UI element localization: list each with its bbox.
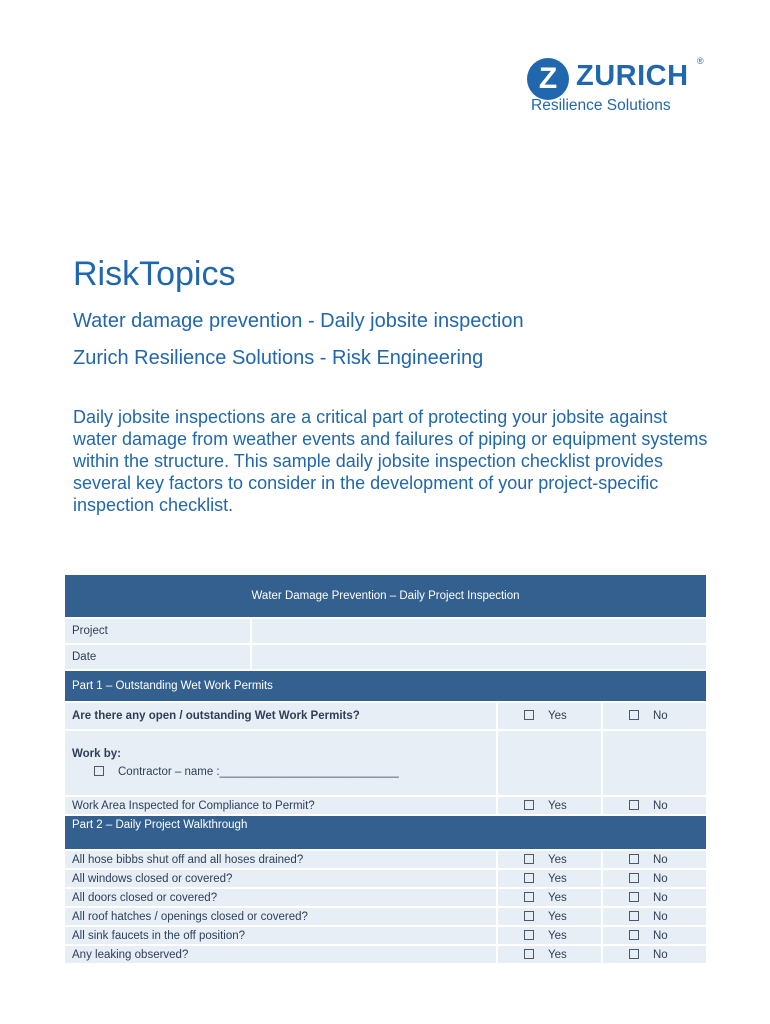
date-input-cell[interactable]: [251, 644, 707, 670]
work-area-question: Work Area Inspected for Compliance to Permit?: [64, 796, 497, 815]
yes-label: Yes: [548, 891, 567, 904]
work-by-empty-no: [602, 730, 707, 796]
no-label: No: [653, 891, 668, 904]
walkthrough-question: All hose bibbs shut off and all hoses drained?: [64, 850, 497, 869]
document-department: Zurich Resilience Solutions - Risk Engineering: [73, 347, 484, 369]
part2-title: Part 2 – Daily Project Walkthrough: [64, 815, 707, 850]
date-label: Date: [64, 644, 251, 670]
walkthrough-question: All windows closed or covered?: [64, 869, 497, 888]
yes-label: Yes: [548, 910, 567, 923]
work-by-empty-yes: [497, 730, 602, 796]
zurich-wordmark: ZURICH: [576, 60, 689, 92]
checkbox-icon[interactable]: [524, 892, 534, 902]
yes-label: Yes: [548, 948, 567, 961]
no-label: No: [653, 929, 668, 942]
yes-label: Yes: [548, 799, 567, 812]
document-subtitle: Water damage prevention - Daily jobsite inspection: [73, 310, 524, 332]
wet-permits-no-option[interactable]: [602, 702, 707, 730]
table-row: [64, 888, 707, 907]
yes-option[interactable]: [497, 907, 602, 926]
walkthrough-rows: [64, 850, 707, 964]
no-option[interactable]: [602, 869, 707, 888]
table-row: [64, 926, 707, 945]
table-header: Water Damage Prevention – Daily Project Inspection: [64, 574, 707, 618]
page-title: RiskTopics: [73, 255, 236, 293]
walkthrough-question: Any leaking observed?: [64, 945, 497, 964]
yes-option[interactable]: [497, 945, 602, 964]
checkbox-icon[interactable]: [524, 710, 534, 720]
walkthrough-question: All doors closed or covered?: [64, 888, 497, 907]
checkbox-icon[interactable]: [629, 854, 639, 864]
no-label: No: [653, 799, 668, 812]
walkthrough-question: All sink faucets in the off position?: [64, 926, 497, 945]
project-row: [64, 618, 707, 644]
no-label: No: [653, 910, 668, 923]
table-row: [64, 869, 707, 888]
work-by-row: [64, 730, 707, 796]
checkbox-icon[interactable]: [524, 949, 534, 959]
checkbox-icon[interactable]: [524, 930, 534, 940]
no-option[interactable]: [602, 926, 707, 945]
walkthrough-question: All roof hatches / openings closed or covered?: [64, 907, 497, 926]
part2-header-row: [64, 815, 707, 850]
checkbox-icon[interactable]: [629, 800, 639, 810]
wet-permits-row: [64, 702, 707, 730]
checkbox-icon[interactable]: [629, 710, 639, 720]
checkbox-icon[interactable]: [629, 911, 639, 921]
checkbox-icon[interactable]: [94, 766, 104, 776]
part1-header-row: [64, 670, 707, 702]
table-header-row: [64, 574, 707, 618]
no-label: No: [653, 948, 668, 961]
date-row: [64, 644, 707, 670]
wet-permits-yes-option[interactable]: [497, 702, 602, 730]
yes-option[interactable]: [497, 850, 602, 869]
checkbox-icon[interactable]: [524, 911, 534, 921]
work-area-row: [64, 796, 707, 815]
checkbox-icon[interactable]: [524, 800, 534, 810]
zurich-z-mark-icon: Z: [527, 58, 569, 100]
no-option[interactable]: [602, 945, 707, 964]
no-label: No: [653, 872, 668, 885]
checkbox-icon[interactable]: [629, 873, 639, 883]
inspection-table: [63, 573, 708, 965]
no-option[interactable]: [602, 850, 707, 869]
table-row: [64, 907, 707, 926]
wet-permits-question: Are there any open / outstanding Wet Work Permits?: [64, 702, 497, 730]
work-area-yes-option[interactable]: [497, 796, 602, 815]
checkbox-icon[interactable]: [524, 873, 534, 883]
project-label: Project: [64, 618, 251, 644]
yes-option[interactable]: [497, 888, 602, 907]
table-row: [64, 945, 707, 964]
yes-option[interactable]: [497, 869, 602, 888]
work-by-label: Work by:: [72, 748, 121, 760]
no-label: No: [653, 853, 668, 866]
no-label: No: [653, 710, 668, 722]
yes-option[interactable]: [497, 926, 602, 945]
work-area-no-option[interactable]: [602, 796, 707, 815]
logo-subtitle: Resilience Solutions: [531, 97, 671, 114]
checkbox-icon[interactable]: [524, 854, 534, 864]
registered-mark: ®: [697, 56, 704, 66]
checkbox-icon[interactable]: [629, 949, 639, 959]
no-option[interactable]: [602, 888, 707, 907]
yes-label: Yes: [548, 853, 567, 866]
no-option[interactable]: [602, 907, 707, 926]
work-by-cell: [64, 730, 497, 796]
zurich-logo: [527, 54, 707, 118]
checkbox-icon[interactable]: [629, 930, 639, 940]
intro-paragraph: Daily jobsite inspections are a critical part of protecting your jobsite against water damage from weather events and failures of piping or equipment systems within the structure. This sample daily jobsite inspection checklist provides several key factors to consider in the development of your project-specific inspection checklist.: [73, 407, 708, 515]
yes-label: Yes: [548, 872, 567, 885]
yes-label: Yes: [548, 710, 567, 722]
contractor-name-line: Contractor – name :____________________________: [118, 766, 399, 778]
project-input-cell[interactable]: [251, 618, 707, 644]
yes-label: Yes: [548, 929, 567, 942]
part1-title: Part 1 – Outstanding Wet Work Permits: [64, 670, 707, 702]
checkbox-icon[interactable]: [629, 892, 639, 902]
table-row: [64, 850, 707, 869]
